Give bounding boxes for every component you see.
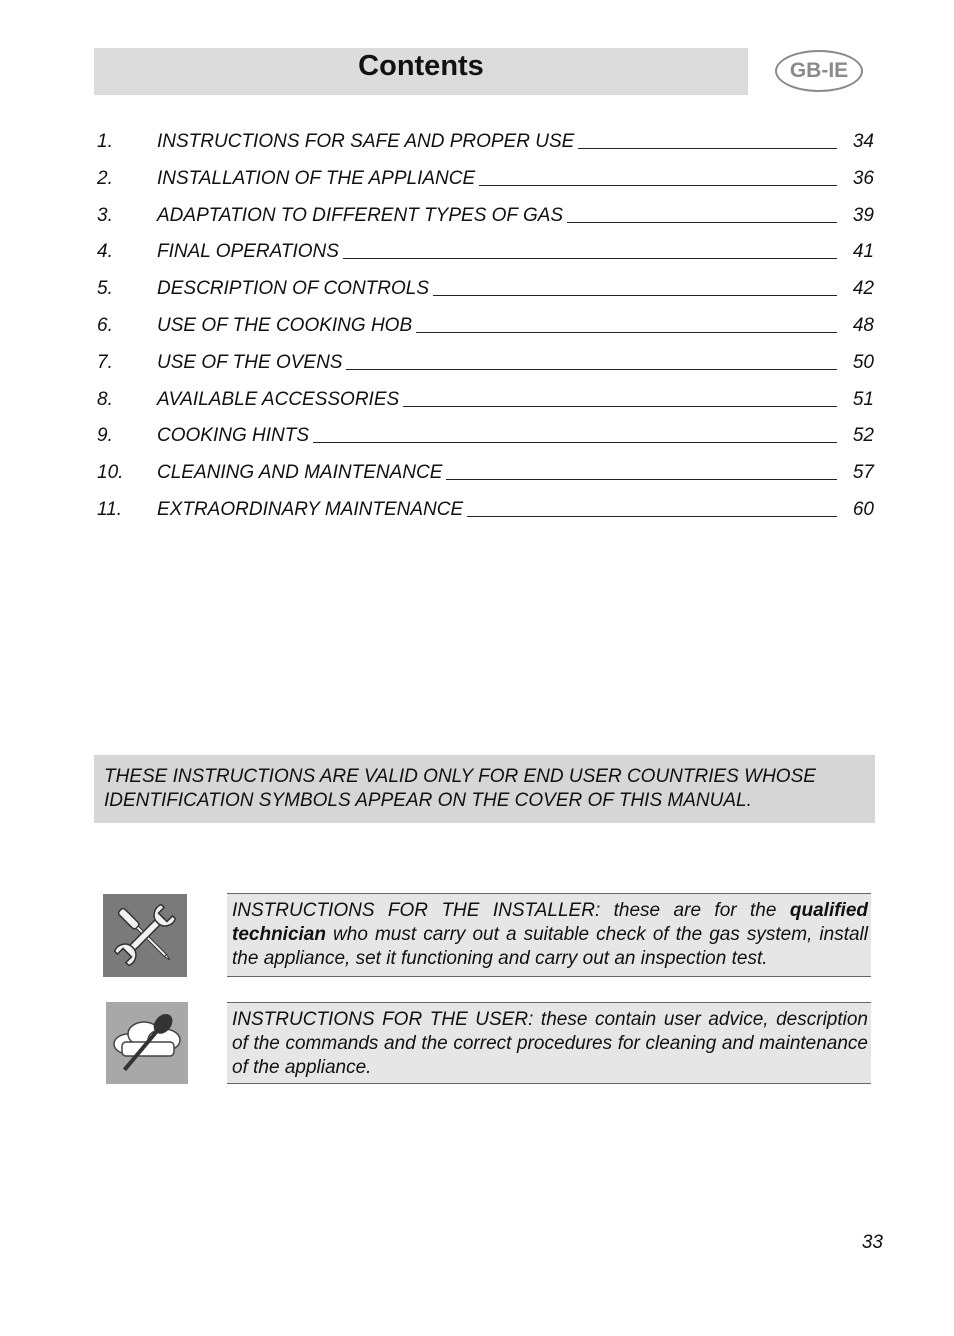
page-number: 33 bbox=[861, 1232, 883, 1253]
toc-title: FINAL OPERATIONS bbox=[157, 241, 339, 263]
toc-page: 51 bbox=[852, 388, 874, 410]
title-bar bbox=[94, 48, 748, 95]
toc-leader-line bbox=[346, 369, 837, 370]
toc-entry[interactable] bbox=[97, 241, 874, 278]
toc-number: 7. bbox=[97, 351, 113, 373]
toc-entry[interactable] bbox=[97, 315, 874, 352]
toc-number: 8. bbox=[97, 388, 113, 410]
toc-title: ADAPTATION TO DIFFERENT TYPES OF GAS bbox=[157, 204, 564, 226]
toc-title: DESCRIPTION OF CONTROLS bbox=[157, 278, 430, 300]
toc-number: 6. bbox=[97, 314, 113, 336]
toc-entry[interactable] bbox=[97, 389, 874, 426]
page-title: Contents bbox=[358, 50, 484, 82]
toc-leader-line bbox=[433, 295, 837, 296]
validity-notice: THESE INSTRUCTIONS ARE VALID ONLY FOR END USER COUNTRIES WHOSE IDENTIFICATION SYMBOLS APPEAR ON THE COVER OF THIS MANUAL. bbox=[94, 755, 875, 823]
toc-number: 4. bbox=[97, 241, 113, 263]
installer-text-emphasis: qualified technician bbox=[232, 900, 869, 945]
table-of-contents bbox=[97, 131, 874, 536]
toc-leader-line bbox=[479, 185, 837, 186]
toc-page: 48 bbox=[852, 314, 874, 336]
toc-entry[interactable] bbox=[97, 168, 874, 205]
installer-text-rest: who must carry out a suitable check of the gas system, install the appliance, set it functioning and carry out an inspection test. bbox=[232, 924, 868, 969]
country-badge: GB-IE bbox=[775, 50, 863, 92]
toc-title: CLEANING AND MAINTENANCE bbox=[157, 462, 443, 484]
toc-page: 60 bbox=[852, 498, 874, 520]
toc-page: 34 bbox=[852, 131, 874, 152]
toc-page: 57 bbox=[852, 462, 874, 484]
toc-entry[interactable] bbox=[97, 352, 874, 389]
toc-title: INSTRUCTIONS FOR SAFE AND PROPER USE bbox=[157, 131, 575, 152]
toc-title: AVAILABLE ACCESSORIES bbox=[157, 388, 400, 410]
toc-number: 11. bbox=[97, 498, 123, 520]
toc-page: 36 bbox=[852, 167, 874, 189]
toc-entry[interactable] bbox=[97, 278, 874, 315]
installer-instructions bbox=[227, 893, 871, 977]
toc-number: 3. bbox=[97, 204, 113, 226]
toc-entry[interactable] bbox=[97, 205, 874, 242]
user-instructions: INSTRUCTIONS FOR THE USER: these contain user advice, description of the commands and the correct procedures for cleaning and maintenance of the appliance. bbox=[227, 1002, 871, 1084]
toc-page: 39 bbox=[852, 204, 874, 226]
toc-leader-line bbox=[416, 332, 837, 333]
toc-entry[interactable] bbox=[97, 131, 874, 168]
toc-number: 5. bbox=[97, 278, 113, 300]
toc-leader-line bbox=[313, 442, 837, 443]
toc-page: 42 bbox=[852, 278, 874, 300]
toc-title: EXTRAORDINARY MAINTENANCE bbox=[157, 498, 464, 520]
toc-title: COOKING HINTS bbox=[157, 425, 310, 447]
toc-entry[interactable] bbox=[97, 425, 874, 462]
toc-title: INSTALLATION OF THE APPLIANCE bbox=[157, 167, 476, 189]
installer-text-lead: INSTRUCTIONS FOR THE INSTALLER: these are for the bbox=[232, 900, 777, 921]
toc-page: 41 bbox=[852, 241, 874, 263]
toc-leader-line bbox=[343, 258, 837, 259]
toc-title: USE OF THE OVENS bbox=[157, 351, 343, 373]
toc-number: 2. bbox=[97, 167, 113, 189]
toc-number: 10. bbox=[97, 462, 124, 484]
toc-leader-line bbox=[578, 148, 837, 149]
toc-entry[interactable] bbox=[97, 462, 874, 499]
toc-number: 1. bbox=[97, 131, 113, 152]
toc-leader-line bbox=[446, 479, 837, 480]
toc-title: USE OF THE COOKING HOB bbox=[157, 314, 413, 336]
toc-page: 50 bbox=[852, 351, 874, 373]
toc-page: 52 bbox=[852, 425, 874, 447]
toc-leader-line bbox=[403, 406, 837, 407]
toc-entry[interactable] bbox=[97, 499, 874, 536]
toc-leader-line bbox=[467, 516, 837, 517]
chef-hat-spoon-icon bbox=[106, 1002, 188, 1084]
toc-number: 9. bbox=[97, 425, 113, 447]
wrench-screwdriver-icon bbox=[103, 894, 187, 977]
toc-leader-line bbox=[567, 222, 837, 223]
